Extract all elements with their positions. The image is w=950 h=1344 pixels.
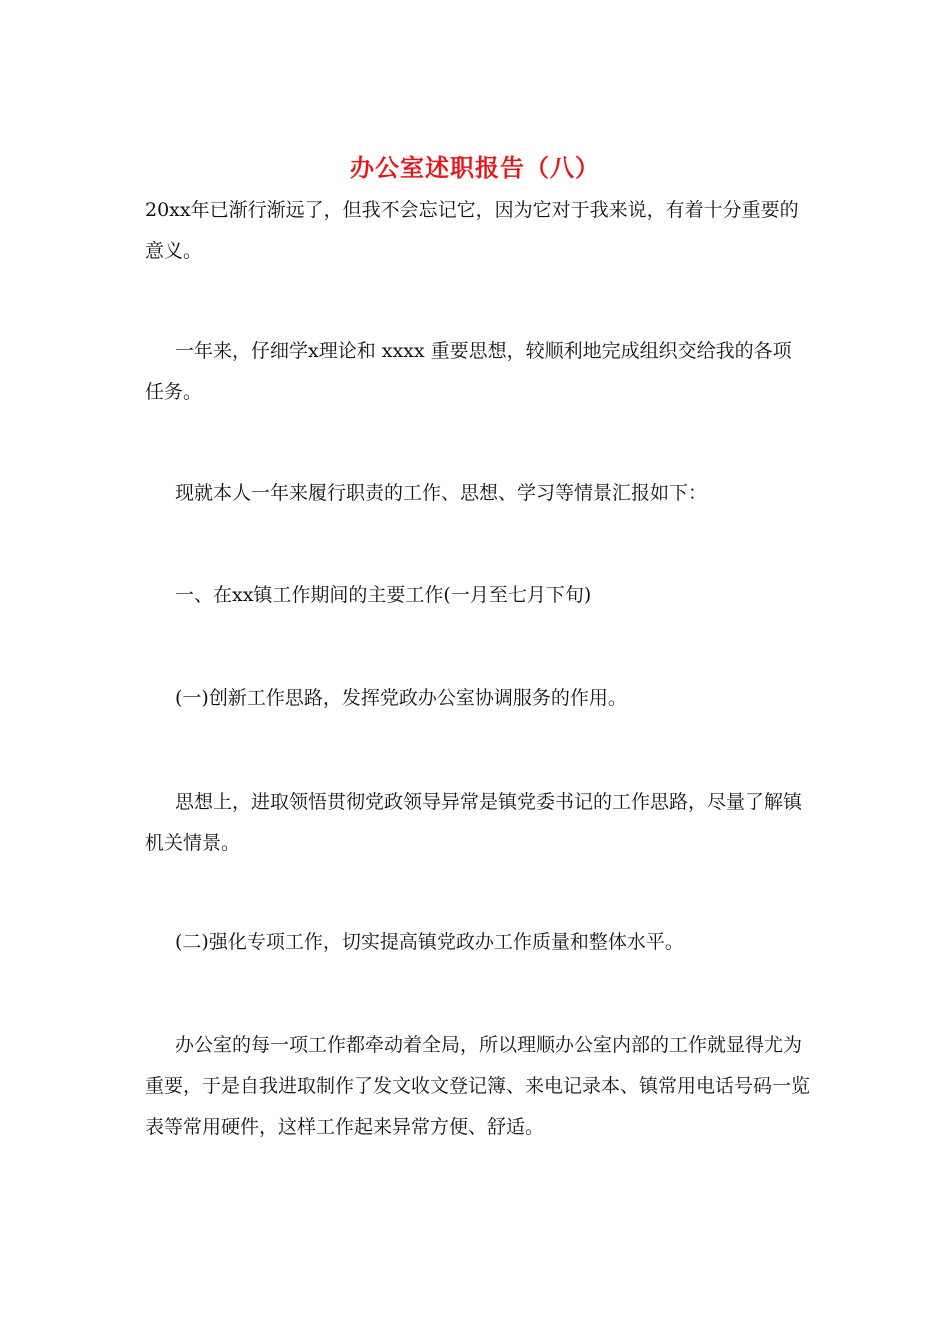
paragraph-study: 一年来，仔细学x理论和 xxxx 重要思想，较顺利地完成组织交给我的各项任务。 — [145, 340, 792, 403]
subsection-heading-1: (一)创新工作思路，发挥党政办公室协调服务的作用。 — [175, 687, 627, 709]
paragraph-intro: 20xx年已渐行渐远了，但我不会忘记它，因为它对于我来说，有着十分重要的意义。 — [145, 199, 799, 262]
paragraph-office-work: 办公室的每一项工作都牵动着全局，所以理顺办公室内部的工作就显得尤为重要，于是自我进取制作了发文收文登记簿、来电记录本、镇常用电话号码一览表等常用硬件，这样工作起来异常方便、舒适。 — [145, 1034, 811, 1138]
section-heading-1: 一、在xx镇工作期间的主要工作(一月至七月下旬) — [175, 584, 592, 606]
paragraph-report-intro: 现就本人一年来履行职责的工作、思想、学习等情景汇报如下： — [175, 482, 708, 504]
document-title: 办公室述职报告（八） — [350, 154, 600, 182]
subsection-heading-2: (二)强化专项工作，切实提高镇党政办工作质量和整体水平。 — [175, 931, 684, 953]
paragraph-thinking: 思想上，进取领悟贯彻党政领导异常是镇党委书记的工作思路，尽量了解镇机关情景。 — [145, 791, 803, 854]
